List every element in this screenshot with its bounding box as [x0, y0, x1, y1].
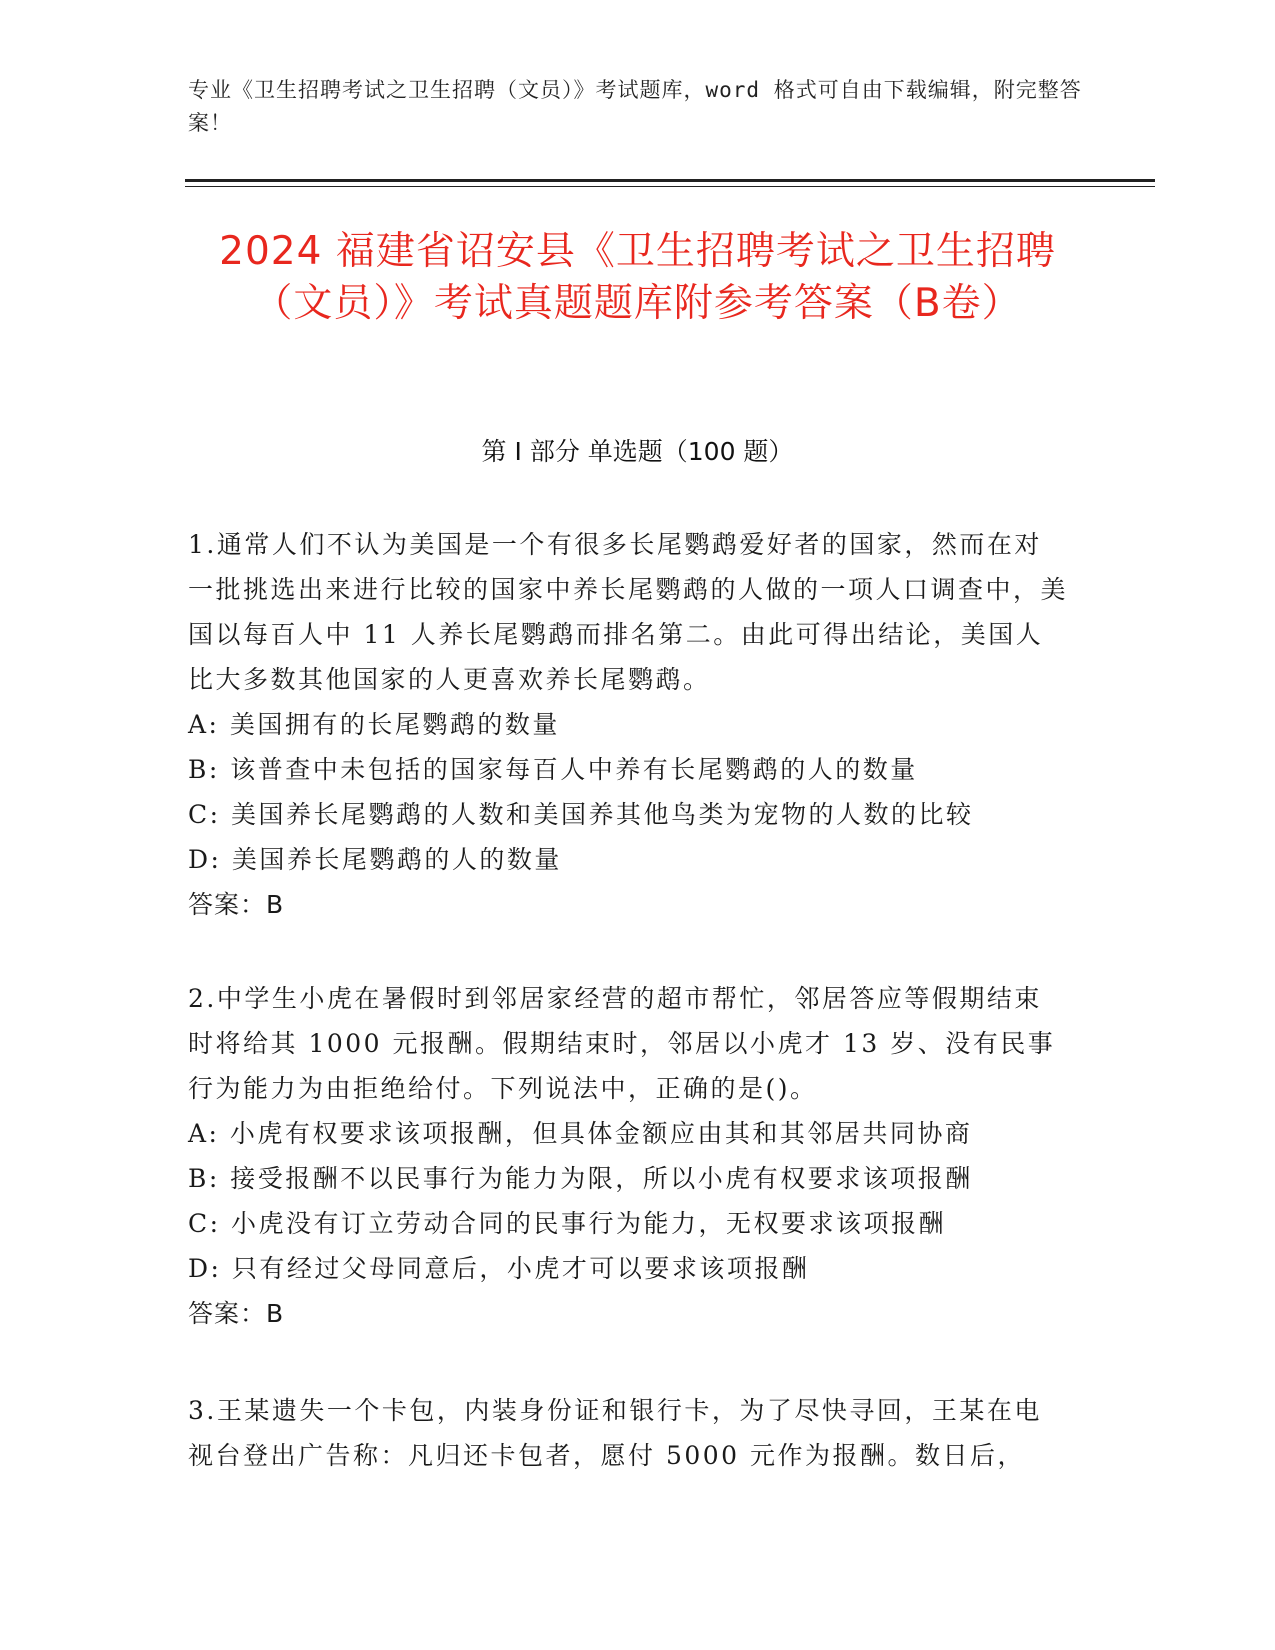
header-rule-thick — [185, 179, 1155, 182]
question-2 — [188, 976, 1068, 1336]
question-stem: 3.王某遗失一个卡包，内装身份证和银行卡，为了尽快寻回，王某在电视台登出广告称：凡归还卡包者，愿付 5000 元作为报酬。数日后， — [188, 1396, 1042, 1470]
header-note: 专业《卫生招聘考试之卫生招聘（文员）》考试题库，word 格式可自由下载编辑，附完整答案！ — [188, 78, 1082, 135]
section-heading: 第 I 部分 单选题（100 题） — [481, 437, 794, 466]
option-d: D: 美国养长尾鹦鹉的人的数量 — [188, 845, 562, 874]
question-3 — [188, 1388, 1068, 1478]
question-stem: 2.中学生小虎在暑假时到邻居家经营的超市帮忙，邻居答应等假期结束时将给其 1000 元报酬。假期结束时，邻居以小虎才 13 岁、没有民事行为能力为由拒绝给付。下列说法中，正确的是()。 — [188, 984, 1056, 1103]
option-d: D: 只有经过父母同意后，小虎才可以要求该项报酬 — [188, 1254, 810, 1283]
document-title: 2024 福建省诏安县《卫生招聘考试之卫生招聘（文员）》考试真题题库附参考答案（B卷） — [219, 229, 1056, 326]
answer: 答案：B — [188, 1299, 285, 1328]
option-a: A: 小虎有权要求该项报酬，但具体金额应由其和其邻居共同协商 — [188, 1119, 973, 1148]
option-b: B: 接受报酬不以民事行为能力为限，所以小虎有权要求该项报酬 — [188, 1164, 973, 1193]
option-c: C: 美国养长尾鹦鹉的人数和美国养其他鸟类为宠物的人数的比较 — [188, 800, 974, 829]
answer: 答案：B — [188, 890, 285, 919]
question-1 — [188, 522, 1068, 927]
header-rule-thin — [185, 186, 1155, 187]
option-a: A: 美国拥有的长尾鹦鹉的数量 — [188, 710, 560, 739]
option-c: C: 小虎没有订立劳动合同的民事行为能力，无权要求该项报酬 — [188, 1209, 947, 1238]
question-stem: 1.通常人们不认为美国是一个有很多长尾鹦鹉爱好者的国家，然而在对一批挑选出来进行比较的国家中养长尾鹦鹉的人做的一项人口调查中，美国以每百人中 11 人养长尾鹦鹉而排名第二。由此可得出结论，美国人比大多数其他国家的人更喜欢养长尾鹦鹉。 — [188, 530, 1069, 694]
option-b: B: 该普查中未包括的国家每百人中养有长尾鹦鹉的人的数量 — [188, 755, 918, 784]
